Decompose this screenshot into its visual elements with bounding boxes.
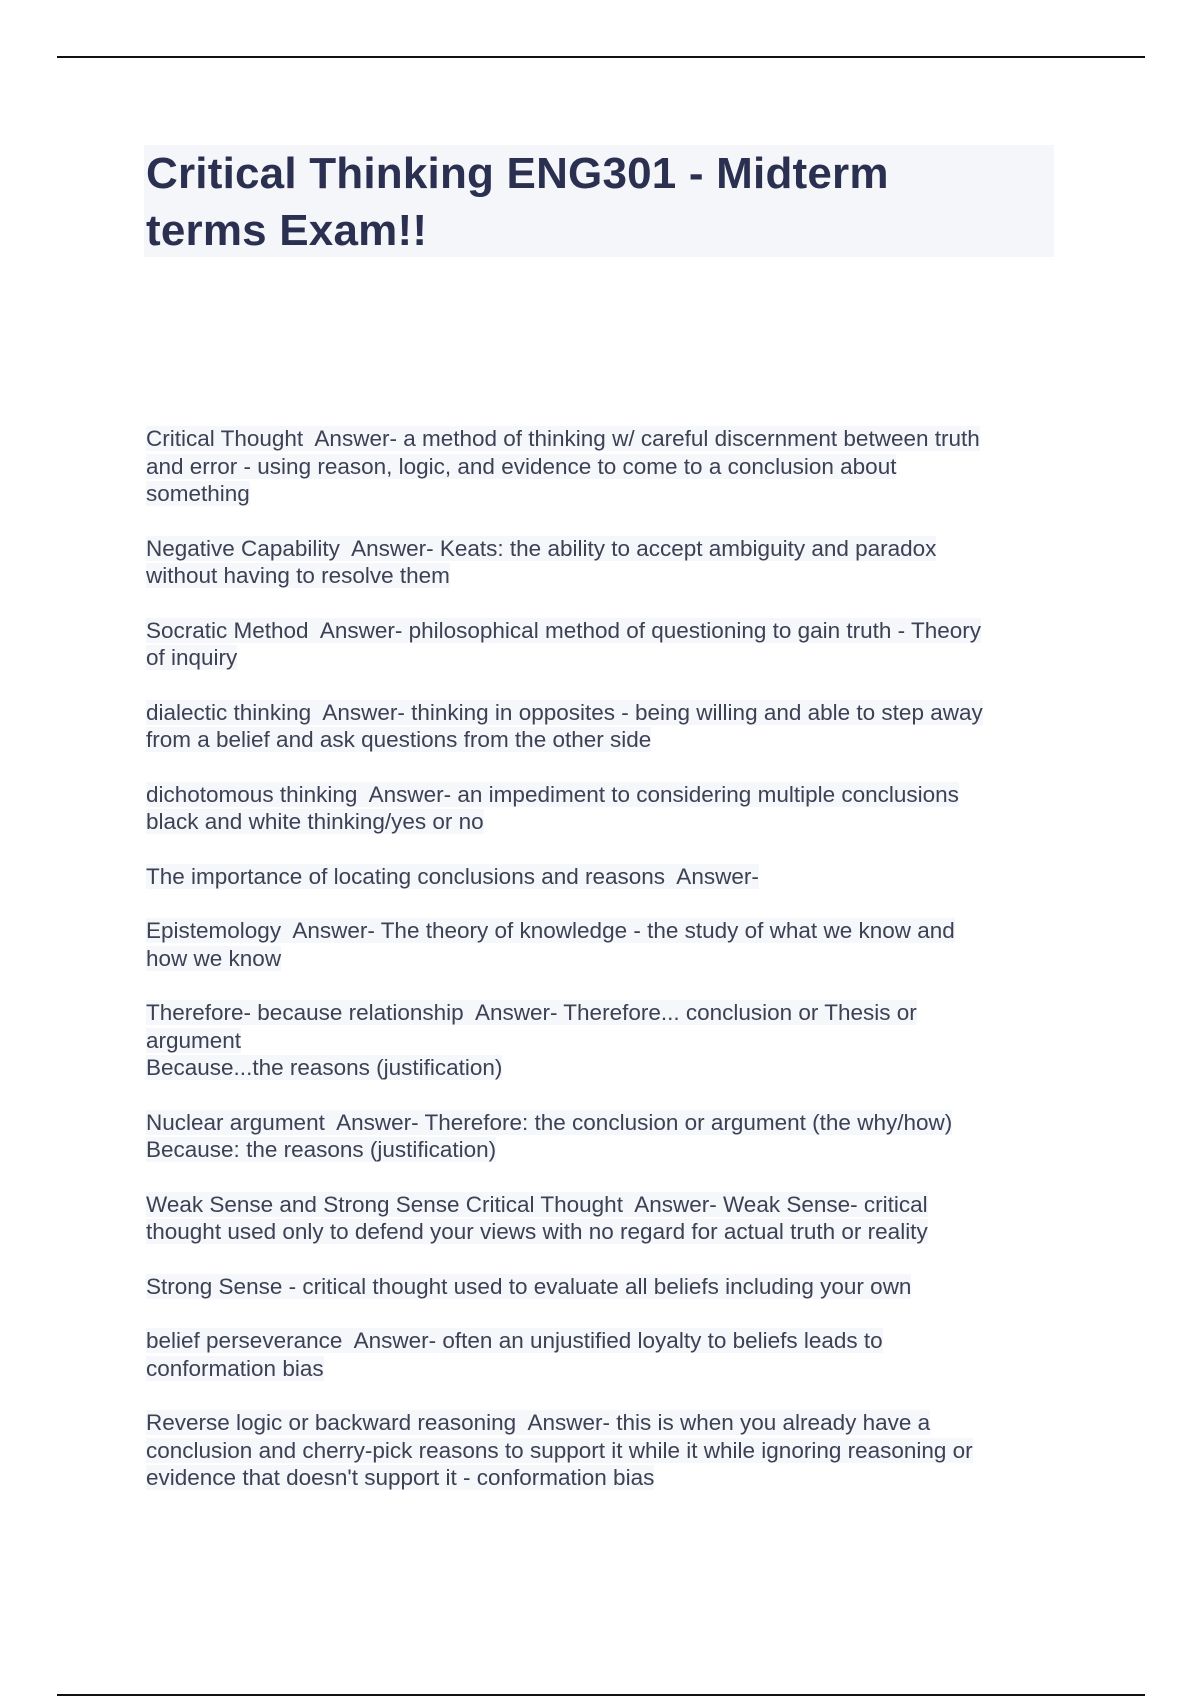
entry-belief-perseverance: belief perseverance Answer- often an unjustified loyalty to beliefs leads to conformation bias [146,1328,883,1381]
bottom-rule [57,1694,1145,1696]
title-box [144,145,1054,257]
entries-list [146,425,1056,1519]
entry-nuclear-argument: Nuclear argument Answer- Therefore: the conclusion or argument (the why/how) Because: the reasons (justification) [146,1109,953,1162]
entry-critical-thought: Critical Thought Answer- a method of thinking w/ careful discernment between truth and error - using reason, logic, and evidence to come to a conclusion about something [146,426,980,506]
entry-epistemology: Epistemology Answer- The theory of knowledge - the study of what we know and how we know [146,918,955,971]
entry-dialectic-thinking: dialectic thinking Answer- thinking in opposites - being willing and able to step away from a belief and ask questions from the other side [146,699,983,752]
document-title [144,145,1054,259]
entry-dichotomous-thinking: dichotomous thinking Answer- an impediment to considering multiple conclusions black and white thinking/yes or no [146,781,959,834]
top-rule [57,56,1145,58]
entry-locating-conclusions: The importance of locating conclusions and reasons Answer- [146,863,759,889]
title-line-1: Critical Thinking ENG301 - Midterm [146,149,889,198]
entry-reverse-logic: Reverse logic or backward reasoning Answer- this is when you already have a conclusion and cherry-pick reasons to support it while it while ignoring reasoning or evidence that doesn't support it - conformation bias [146,1410,973,1490]
entry-socratic-method: Socratic Method Answer- philosophical method of questioning to gain truth - Theory of inquiry [146,617,982,670]
entry-therefore-because: Therefore- because relationship Answer- Therefore... conclusion or Thesis or argument Because...the reasons (justification) [146,1000,917,1080]
title-line-2: terms Exam!! [146,206,428,255]
entry-negative-capability: Negative Capability Answer- Keats: the ability to accept ambiguity and paradox without having to resolve them [146,535,937,588]
entry-strong-sense: Strong Sense - critical thought used to evaluate all beliefs including your own [146,1273,912,1299]
entry-weak-strong-sense: Weak Sense and Strong Sense Critical Thought Answer- Weak Sense- critical thought used only to defend your views with no regard for actual truth or reality [146,1191,928,1244]
